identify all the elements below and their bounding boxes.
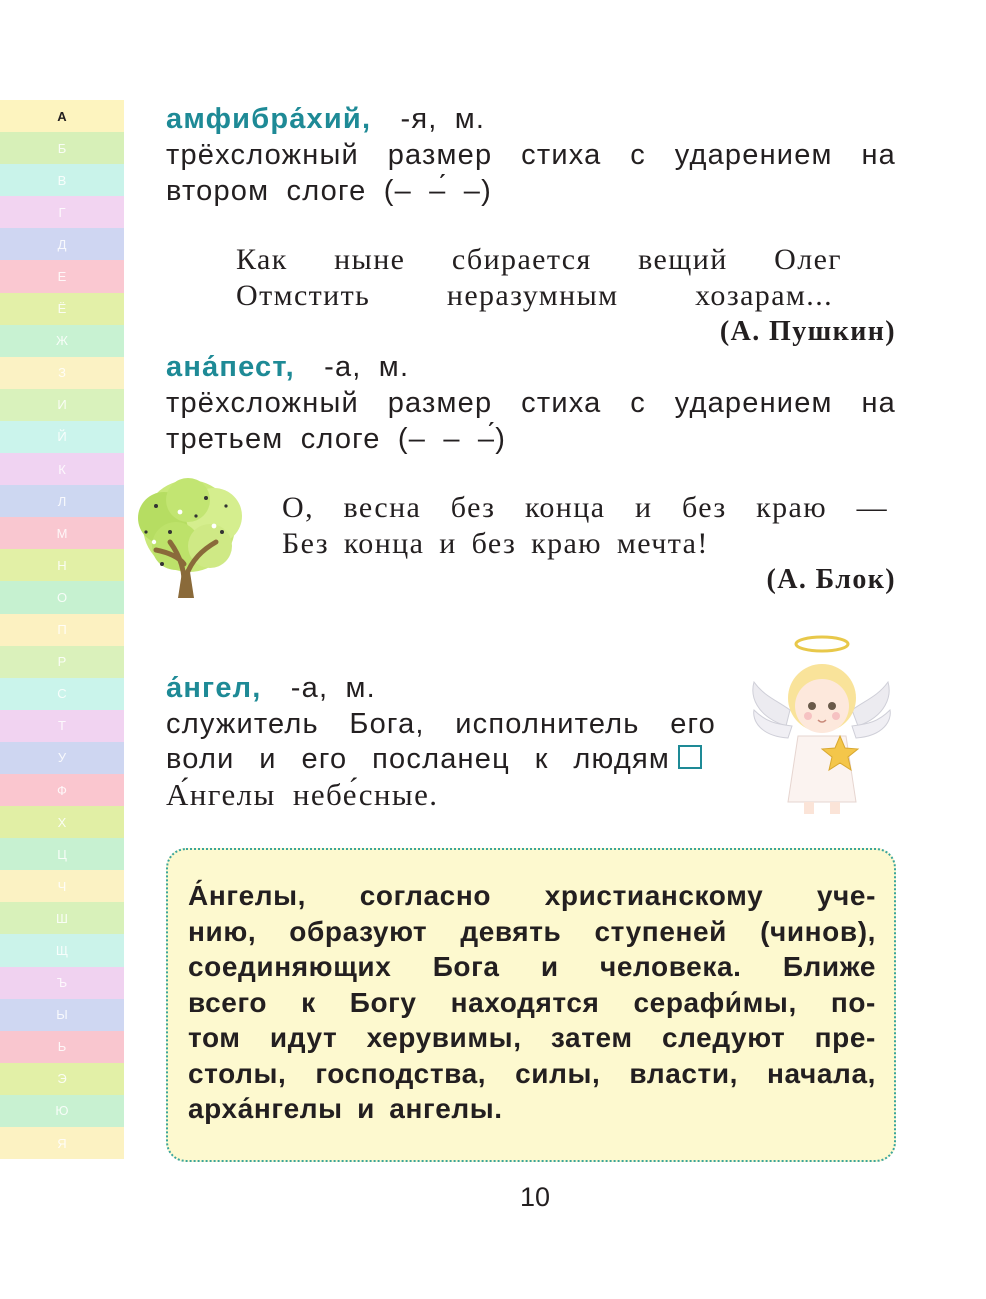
- info-line: арха́нгелы и ангелы.: [188, 1093, 503, 1124]
- info-text: согласно христианскому уче-: [359, 880, 876, 911]
- info-line: столы, господства, силы, власти, начала,: [188, 1057, 876, 1089]
- alphabet-letter-28[interactable]: Ъ: [0, 967, 124, 999]
- quote-line: Отмстить неразумным хозарам...: [236, 279, 833, 312]
- alphabet-letter-16[interactable]: О: [0, 581, 124, 613]
- grammar-note: -а, м.: [290, 672, 376, 704]
- quote-line: Как ныне сбирается вещий Олег: [236, 243, 842, 276]
- alphabet-letter-7[interactable]: Ё: [0, 293, 124, 325]
- alphabet-letter-17[interactable]: П: [0, 614, 124, 646]
- alphabet-letter-5[interactable]: Д: [0, 228, 124, 260]
- entry-anapest-header: [166, 349, 409, 385]
- info-line: всего к Богу находятся серафи́мы, по-: [188, 986, 876, 1018]
- entry-angel-header: [166, 670, 376, 706]
- alphabet-letter-15[interactable]: Н: [0, 549, 124, 581]
- alphabet-letter-4[interactable]: Г: [0, 196, 124, 228]
- quote-line: Без конца и без краю мечта!: [282, 527, 709, 560]
- tree-illustration: [126, 476, 252, 602]
- alphabet-letter-31[interactable]: Э: [0, 1063, 124, 1095]
- alphabet-letter-29[interactable]: Ы: [0, 999, 124, 1031]
- quote-line: О, весна без конца и без краю —: [282, 491, 888, 524]
- alphabet-letter-19[interactable]: С: [0, 678, 124, 710]
- alphabet-letter-32[interactable]: Ю: [0, 1095, 124, 1127]
- info-box: [166, 848, 896, 1162]
- quote-author: (А. Блок): [766, 564, 896, 595]
- definition-text: воли и его посланец к людям: [166, 743, 670, 775]
- info-line: нию, образуют девять ступеней (чинов),: [188, 915, 876, 947]
- alphabet-letter-23[interactable]: Х: [0, 806, 124, 838]
- info-box-text: [188, 878, 876, 1127]
- alphabet-letter-20[interactable]: Т: [0, 710, 124, 742]
- alphabet-index: [0, 100, 124, 1159]
- page-number: 10: [519, 1182, 551, 1212]
- alphabet-letter-24[interactable]: Ц: [0, 838, 124, 870]
- alphabet-letter-8[interactable]: Ж: [0, 325, 124, 357]
- angel-illustration: [746, 626, 896, 822]
- alphabet-letter-27[interactable]: Щ: [0, 934, 124, 966]
- headword: амфибра́хий,: [166, 103, 372, 135]
- definition-line: третьем слоге (– – –́): [166, 423, 507, 455]
- quote-author: (А. Пушкин): [719, 316, 896, 347]
- alphabet-letter-3[interactable]: В: [0, 164, 124, 196]
- info-line: соединяющих Бога и человека. Ближе: [188, 951, 876, 982]
- grammar-note: -я, м.: [400, 103, 486, 135]
- alphabet-letter-13[interactable]: Л: [0, 485, 124, 517]
- info-line: [188, 878, 876, 914]
- entry-amfibrakhiy-header: [166, 101, 485, 137]
- alphabet-letter-1[interactable]: А: [0, 100, 124, 132]
- info-line: том идут херувимы, затем следуют пре-: [188, 1022, 876, 1053]
- alphabet-letter-25[interactable]: Ч: [0, 870, 124, 902]
- definition-line: трёхсложный размер стиха с ударением на: [166, 387, 896, 419]
- definition-line: служитель Бога, исполнитель его: [166, 708, 716, 740]
- alphabet-letter-14[interactable]: М: [0, 517, 124, 549]
- alphabet-letter-18[interactable]: Р: [0, 646, 124, 678]
- usage-example: А́нгелы небе́сные.: [166, 777, 439, 812]
- info-headword: А́нгелы,: [188, 880, 307, 911]
- alphabet-letter-11[interactable]: Й: [0, 421, 124, 453]
- headword: а́нгел,: [166, 672, 262, 704]
- definition-line: втором слоге (– –́ –): [166, 175, 492, 207]
- definition-line: трёхсложный размер стиха с ударением на: [166, 139, 896, 171]
- alphabet-letter-22[interactable]: Ф: [0, 774, 124, 806]
- alphabet-letter-21[interactable]: У: [0, 742, 124, 774]
- alphabet-letter-30[interactable]: Ь: [0, 1031, 124, 1063]
- example-marker-icon: [678, 745, 702, 769]
- alphabet-letter-9[interactable]: З: [0, 357, 124, 389]
- headword: ана́пест,: [166, 351, 295, 383]
- alphabet-letter-2[interactable]: Б: [0, 132, 124, 164]
- alphabet-letter-33[interactable]: Я: [0, 1127, 124, 1159]
- alphabet-letter-10[interactable]: И: [0, 389, 124, 421]
- definition-line-with-marker: [166, 741, 726, 777]
- alphabet-letter-26[interactable]: Ш: [0, 902, 124, 934]
- alphabet-letter-12[interactable]: К: [0, 453, 124, 485]
- grammar-note: -а, м.: [324, 351, 410, 383]
- alphabet-letter-6[interactable]: Е: [0, 260, 124, 292]
